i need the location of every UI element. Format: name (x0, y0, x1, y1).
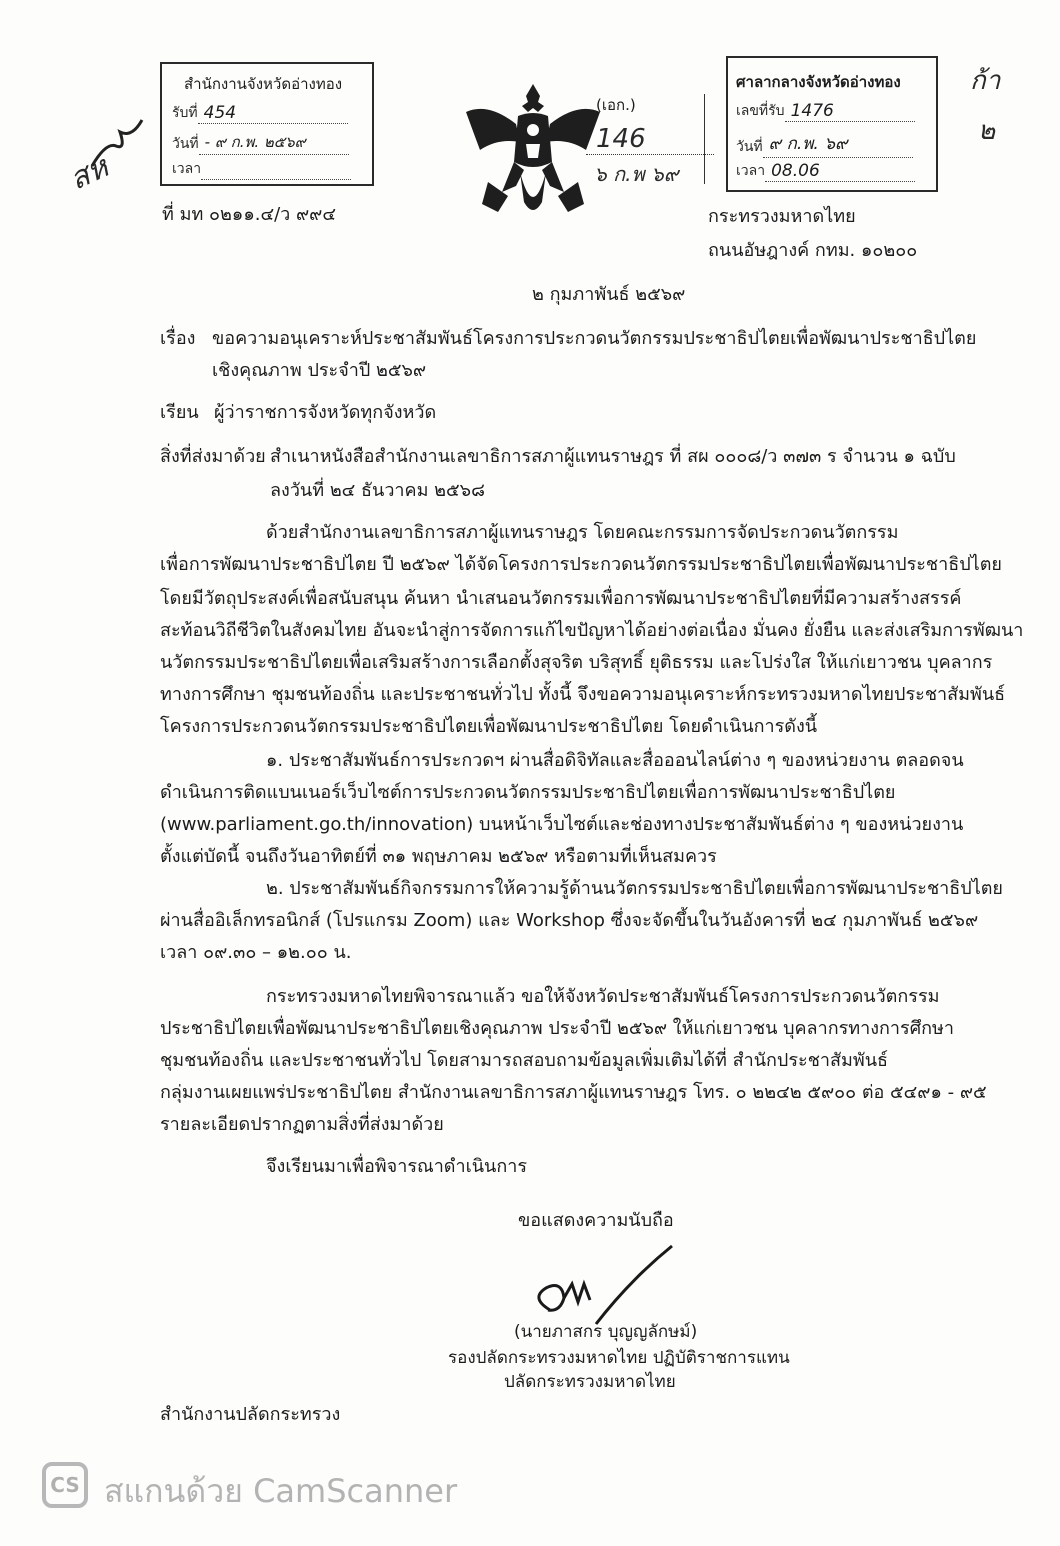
signature-mark (520, 1240, 690, 1330)
body-para2-line: ประชาธิปไตยเพื่อพัฒนาประชาธิปไตยเชิงคุณภาพ ประจำปี ๒๕๖๙ ให้แก่เยาวชน บุคลากรทางการศึกษา (160, 1018, 954, 1039)
to-recipient: ผู้ว่าราชการจังหวัดทุกจังหวัด (214, 402, 437, 423)
signer-name: (นายภาสกร บุญญลักษม์) (514, 1322, 698, 1342)
to-label: เรียน (160, 402, 199, 423)
stamp-date-row (172, 130, 349, 155)
stamp-recv-row (172, 102, 348, 124)
document-date: ๒ กุมภาพันธ์ ๒๕๖๙ (532, 284, 686, 305)
stamp-right-recv-label: เลขที่รับ (736, 103, 785, 119)
stamp-right-time-label: เวลา (736, 163, 766, 179)
receiving-stamp-city-hall (726, 56, 938, 192)
margin-note-left-initial: สห (64, 149, 114, 198)
item2-line: ๒. ประชาสัมพันธ์กิจกรรมการให้ความรู้ด้านนวัตกรรมประชาธิปไตยเพื่อการพัฒนาประชาธิปไตย (266, 878, 1003, 899)
document-number: ที่ มท ๐๒๑๑.๔/ว ๙๙๔ (162, 204, 336, 225)
stamp-right-org: ศาลากลางจังหวัดอ่างทอง (736, 73, 901, 91)
body-para1-line: ทางการศึกษา ชุมชนท้องถิ่น และประชาชนทั่วไป ทั้งนี้ จึงขอความอนุเคราะห์กระทรวงมหาดไทยประชาสัมพันธ์ (160, 684, 1006, 705)
item1-line: (www.parliament.go.th/innovation) บนหน้าเว็บไซต์และช่องทางประชาสัมพันธ์ต่าง ๆ ของหน่วยงาน (160, 814, 964, 835)
sender-address: ถนนอัษฎางค์ กทม. ๑๐๒๐๐ (708, 240, 918, 261)
stamp-time-label: เวลา (172, 161, 202, 177)
body-para1-line: โดยมีวัตถุประสงค์เพื่อสนับสนุน ค้นหา นำเสนอนวัตกรรมเพื่อการพัฒนาประชาธิปไตยที่มีความสร้างสรรค์ (160, 588, 962, 609)
stamp-date-value: - ๙ ก.พ. ๒๕๖๙ (204, 133, 306, 151)
body-para1-line: โครงการประกวดนวัตกรรมประชาธิปไตยเพื่อพัฒนาประชาธิปไตย โดยดำเนินการดังนี้ (160, 716, 818, 737)
body-para2-line: รายละเอียดปรากฏตามสิ่งที่ส่งมาด้วย (160, 1114, 444, 1135)
body-para2-line: กลุ่มงานเผยแพร่ประชาธิปไตย สำนักงานเลขาธิการสภาผู้แทนราษฎร โทร. ๐ ๒๒๔๒ ๕๙๐๐ ต่อ ๕๔๙๑ - ๙๕ (160, 1082, 987, 1103)
item2-line: เวลา ๐๙.๓๐ – ๑๒.๐๐ น. (160, 942, 352, 963)
enclosure-line-1: สำเนาหนังสือสำนักงานเลขาธิการสภาผู้แทนราษฎร ที่ สผ ๐๐๐๘/ว ๓๗๓ ร จำนวน ๑ ฉบับ (270, 446, 956, 467)
camscanner-logo-icon: CS (42, 1462, 88, 1508)
item1-line: ตั้งแต่บัดนี้ จนถึงวันอาทิตย์ที่ ๓๑ พฤษภาคม ๒๕๖๙ หรือตามที่เห็นสมควร (160, 846, 717, 867)
department-stamp (586, 94, 714, 184)
stamp-right-date-label: วันที่ (736, 139, 763, 155)
body-para2-line: กระทรวงมหาดไทยพิจารณาแล้ว ขอให้จังหวัดประชาสัมพันธ์โครงการประกวดนวัตกรรม (266, 986, 940, 1007)
stamp-time-row (172, 158, 351, 180)
dept-stamp-date: ๖ ก.พ ๖๙ (594, 162, 679, 186)
stamp-right-time-value: 08.06 (771, 161, 820, 181)
stamp-org: สำนักงานจังหวัดอ่างทอง (184, 75, 343, 93)
receiving-stamp-provincial-office (160, 62, 374, 186)
closing-salutation: ขอแสดงความนับถือ (518, 1210, 674, 1231)
camscanner-watermark-text: สแกนด้วย CamScanner (104, 1472, 458, 1510)
subject-line-1: ขอความอนุเคราะห์ประชาสัมพันธ์โครงการประกวดนวัตกรรมประชาธิปไตยเพื่อพัฒนาประชาธิปไตย (212, 328, 977, 349)
body-para2-line: ชุมชนท้องถิ่น และประชาชนทั่วไป โดยสามารถสอบถามข้อมูลเพิ่มเติมได้ที่ สำนักประชาสัมพันธ์ (160, 1050, 889, 1071)
dept-stamp-label: (เอก.) (596, 96, 636, 114)
stamp-right-time-row (736, 160, 915, 182)
enclosure-label: สิ่งที่ส่งมาด้วย (160, 446, 266, 467)
subject-line-2: เชิงคุณภาพ ประจำปี ๒๕๖๙ (212, 360, 427, 381)
signer-title-2: ปลัดกระทรวงมหาดไทย (504, 1372, 676, 1392)
stamp-date-label: วันที่ (172, 136, 199, 152)
margin-note-top-right-1: ก้า (970, 66, 1001, 96)
margin-note-top-right-2: ๒ (978, 116, 996, 146)
enclosure-line-2: ลงวันที่ ๒๔ ธันวาคม ๒๕๖๘ (270, 480, 485, 501)
item1-line: ดำเนินการติดแบนเนอร์เว็บไซต์การประกวดนวัตกรรมประชาธิปไตยเพื่อการพัฒนาประชาธิปไตย (160, 782, 896, 803)
subject-label: เรื่อง (160, 328, 196, 349)
stamp-recv-number: 454 (203, 103, 237, 123)
stamp-right-recv-number: 1476 (790, 101, 834, 121)
signer-title-1: รองปลัดกระทรวงมหาดไทย ปฏิบัติราชการแทน (448, 1348, 790, 1368)
stamp-right-date-value: ๙ ก.พ. ๖๙ (768, 134, 848, 154)
sender-ministry: กระทรวงมหาดไทย (708, 206, 856, 227)
stamp-right-recv-row (736, 100, 915, 122)
item2-line: ผ่านสื่ออิเล็กทรอนิกส์ (โปรแกรม Zoom) และ Workshop ซึ่งจะจัดขึ้นในวันอังคารที่ ๒๔ กุมภาพันธ์ ๒๕๖๙ (160, 910, 979, 931)
body-para1-line: เพื่อการพัฒนาประชาธิปไตย ปี ๒๕๖๙ ได้จัดโครงการประกวดนวัตกรรมประชาธิปไตยเพื่อพัฒนาประชาธิปไตย (160, 554, 1002, 575)
item1-line: ๑. ประชาสัมพันธ์การประกวดฯ ผ่านสื่อดิจิทัลและสื่อออนไลน์ต่าง ๆ ของหน่วยงาน ตลอดจน (266, 750, 964, 771)
stamp-recv-label: รับที่ (172, 105, 198, 121)
body-para1-line: ด้วยสำนักงานเลขาธิการสภาผู้แทนราษฎร โดยคณะกรรมการจัดประกวดนวัตกรรม (266, 522, 899, 543)
body-para1-line: นวัตกรรมประชาธิปไตยเพื่อเสริมสร้างการเลือกตั้งสุจริต บริสุทธิ์ ยุติธรรม และโปร่งใส ให้แก่เยาวชน บุคลากร (160, 652, 993, 673)
dept-stamp-number: 146 (596, 124, 646, 154)
body-para1-line: สะท้อนวิถีชีวิตในสังคมไทย อันจะนำสู่การจัดการแก้ไขปัญหาได้อย่างต่อเนื่อง มั่นคง ยั่งยืน และส่งเสริมการพัฒนา (160, 620, 1024, 641)
margin-signature-scribble (86, 112, 146, 172)
closing-request: จึงเรียนมาเพื่อพิจารณาดำเนินการ (266, 1156, 528, 1177)
stamp-right-date-row (736, 130, 913, 158)
issuing-office: สำนักงานปลัดกระทรวง (160, 1404, 341, 1425)
